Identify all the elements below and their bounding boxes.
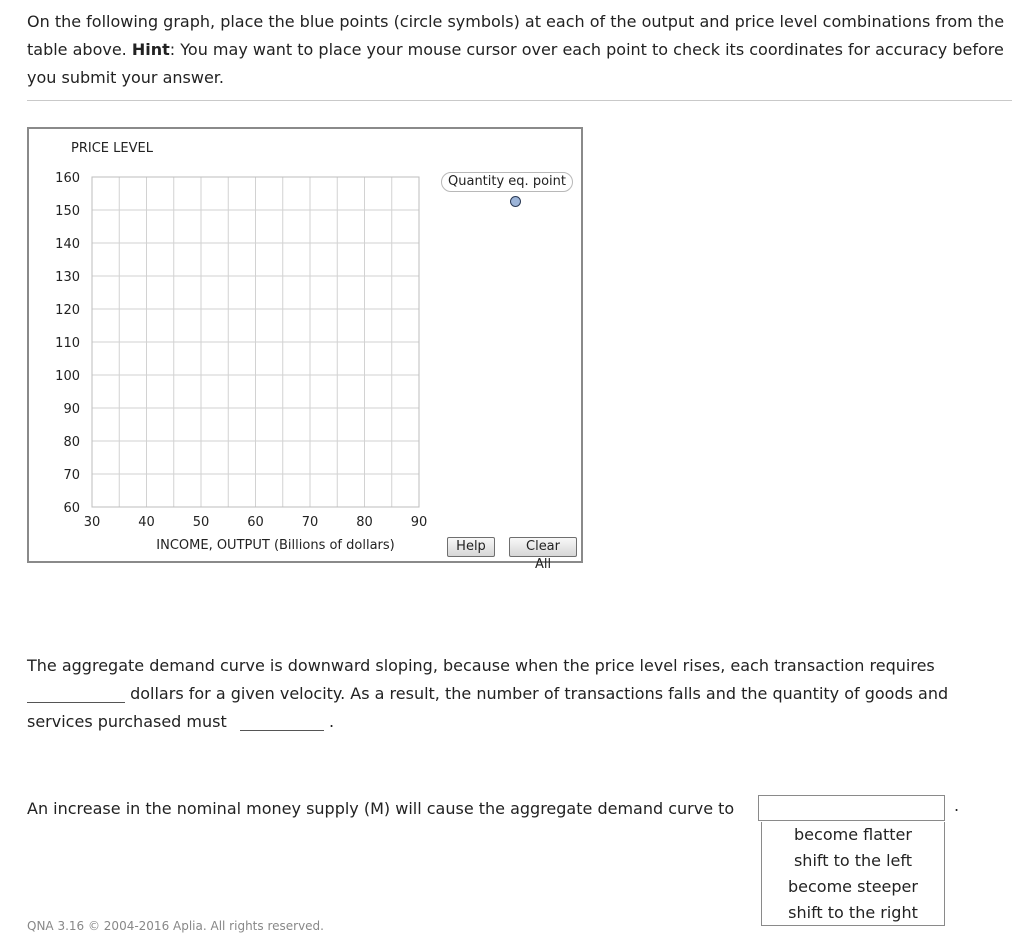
answer-blank-2[interactable] xyxy=(240,710,324,731)
question-1-text-a: The aggregate demand curve is downward sloping, because when the price level rises, each transaction requires xyxy=(27,656,935,675)
answer-dropdown[interactable] xyxy=(758,795,945,821)
y-tick-label: 140 xyxy=(55,237,80,252)
divider xyxy=(27,100,1012,101)
x-tick-label: 40 xyxy=(138,515,155,530)
hint-label: Hint xyxy=(131,40,170,59)
y-tick-label: 60 xyxy=(63,501,80,516)
dropdown-option[interactable]: become flatter xyxy=(794,825,912,844)
y-axis-title: PRICE LEVEL xyxy=(71,141,153,156)
dropdown-options xyxy=(761,822,945,926)
x-tick-label: 30 xyxy=(83,515,101,530)
y-tick-label: 90 xyxy=(63,402,80,417)
dropdown-option[interactable]: shift to the left xyxy=(793,851,913,870)
instructions xyxy=(27,8,1012,92)
legend-label: Quantity eq. point xyxy=(441,172,573,192)
dropdown-option[interactable]: become steeper xyxy=(788,877,918,896)
graph-panel xyxy=(27,127,583,572)
y-tick-label: 70 xyxy=(63,468,80,483)
y-tick-label: 130 xyxy=(55,270,80,285)
clear-all-button[interactable]: Clear All xyxy=(509,537,577,557)
chart[interactable] xyxy=(29,129,581,561)
y-tick-label: 160 xyxy=(55,171,80,186)
question-1-text-b: dollars for a given velocity. As a result, the number of transactions falls and the quantity of goods and services purchased must xyxy=(27,684,949,731)
x-tick-label: 70 xyxy=(301,515,319,530)
y-tick-label: 80 xyxy=(63,435,80,450)
y-tick-label: 150 xyxy=(55,204,80,219)
x-tick-label: 90 xyxy=(410,515,428,530)
answer-blank-1[interactable] xyxy=(27,682,125,703)
question-1 xyxy=(27,652,1002,736)
x-tick-label: 60 xyxy=(247,515,264,530)
question-2-period: . xyxy=(954,796,960,815)
x-tick-label: 50 xyxy=(192,515,210,530)
question-2-text: An increase in the nominal money supply (M) will cause the aggregate demand curve to xyxy=(27,799,735,818)
x-axis-title: INCOME, OUTPUT (Billions of dollars) xyxy=(156,538,395,553)
help-button[interactable]: Help xyxy=(447,537,495,557)
hint-text: : You may want to place your mouse cursor over each point to check its coordinates for accuracy before you submit your answer. xyxy=(27,40,1004,87)
question-1-period: . xyxy=(328,712,335,731)
instructions-text: On the following graph, place the blue points (circle symbols) at each of the output and price level combinations from the table above. xyxy=(27,12,1005,59)
y-tick-label: 100 xyxy=(55,369,80,384)
y-tick-label: 110 xyxy=(55,336,80,351)
dropdown-option[interactable]: shift to the right xyxy=(788,903,918,922)
y-tick-label: 120 xyxy=(55,303,80,318)
footer-copyright: QNA 3.16 © 2004-2016 Aplia. All rights reserved. xyxy=(27,919,324,933)
x-tick-label: 80 xyxy=(356,515,373,530)
draggable-point-icon[interactable] xyxy=(510,196,521,207)
